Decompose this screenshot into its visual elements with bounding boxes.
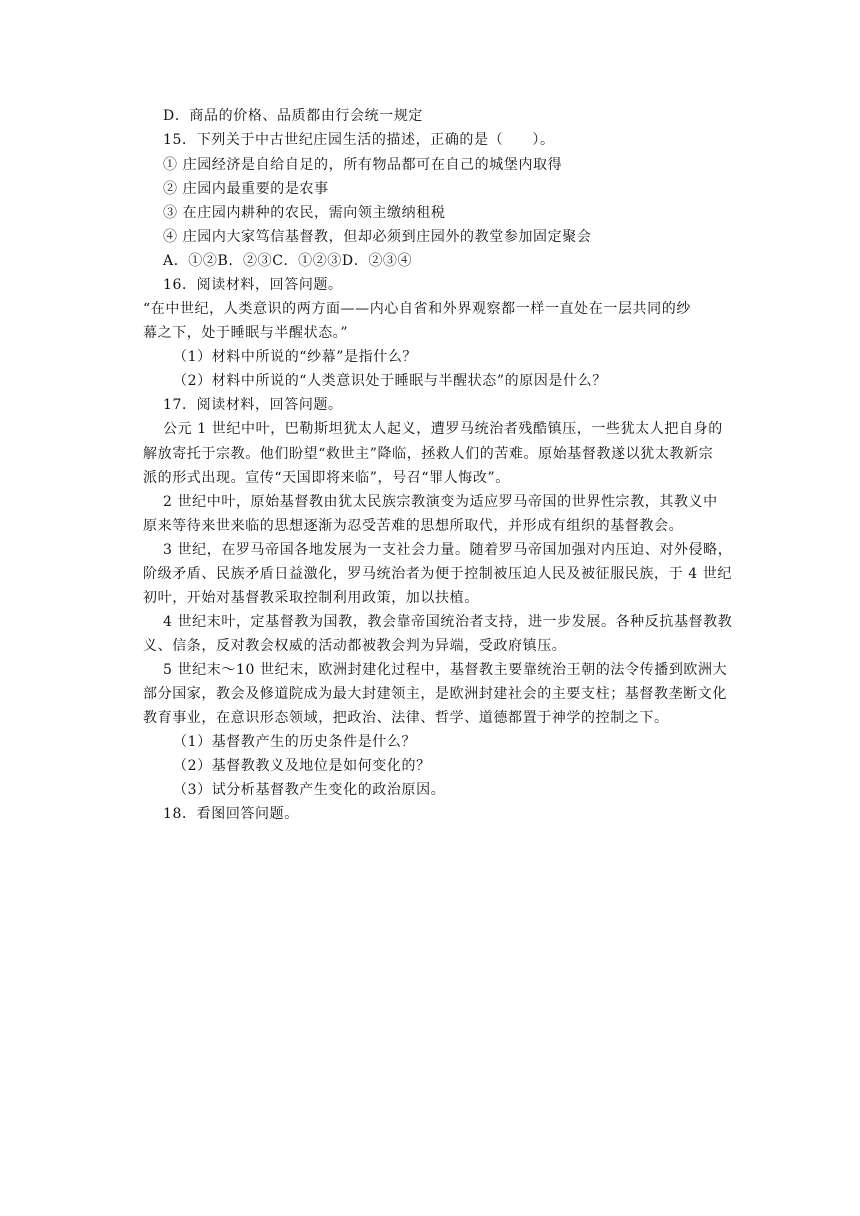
material-paragraph: 阶级矛盾、民族矛盾日益激化，罗马统治者为便于控制被压迫人民及被征服民族，于 4 世纪 [143,566,733,582]
option-d: D．商品的价格、品质都由行会统一规定 [163,108,424,124]
material-paragraph: 部分国家，教会及修道院成为最大封建领主，是欧洲封建社会的主要支柱；基督教垄断文化 [143,686,727,702]
quote-line: “在中世纪，人类意识的两方面——内心自省和外界观察都一样一直处在一层共同的纱 [143,301,691,317]
material-paragraph: 教育事业，在意识形态领域，把政治、法律、哲学、道德都置于神学的控制之下。 [143,710,669,726]
material-paragraph: 原来等待来世来临的思想逐渐为忍受苦难的思想所取代，并形成有组织的基督教会。 [143,518,684,534]
question-16: 16．阅读材料，回答问题。 [163,277,343,293]
material-paragraph: 2 世纪中叶，原始基督教由犹太民族宗教演变为适应罗马帝国的世界性宗教，其教义中 [163,494,718,510]
answer-options: A．①②B．②③C．①②③D．②③④ [163,253,413,269]
sub-question: （1）基督教产生的历史条件是什么？ [173,734,417,750]
material-paragraph: 解放寄托于宗教。他们盼望“救世主”降临，拯救人们的苦难。原始基督教遂以犹太教新宗 [143,446,714,462]
statement-4: ④ 庄园内大家笃信基督教，但却必须到庄园外的教堂参加固定聚会 [163,229,592,245]
statement-1: ① 庄园经济是自给自足的，所有物品都可在自己的城堡内取得 [163,157,563,173]
material-paragraph: 5 世纪末～10 世纪末，欧洲封建化过程中，基督教主要靠统治王朝的法令传播到欧洲大 [163,662,728,678]
quote-line: 幕之下，处于睡眠与半醒状态。” [143,325,349,341]
material-paragraph: 初叶，开始对基督教采取控制利用政策，加以扶植。 [143,590,479,606]
material-paragraph: 义、信条，反对教会权威的活动都被教会判为异端，受政府镇压。 [143,638,567,654]
sub-question: （1）材料中所说的“纱幕”是指什么？ [173,349,418,365]
sub-question: （2）基督教教义及地位是如何变化的？ [173,758,431,774]
material-paragraph: 公元 1 世纪中叶，巴勒斯坦犹太人起义，遭罗马统治者残酷镇压，一些犹太人把自身的 [163,421,723,437]
material-paragraph: 3 世纪，在罗马帝国各地发展为一支社会力量。随着罗马帝国加强对内压迫、对外侵略， [163,542,733,558]
question-17: 17．阅读材料，回答问题。 [163,397,343,413]
material-paragraph: 派的形式出现。宣传“天国即将来临”，号召“罪人悔改”。 [143,470,510,486]
statement-2: ② 庄园内最重要的是农事 [163,181,329,197]
sub-question: （2）材料中所说的“人类意识处于睡眠与半醒状态”的原因是什么？ [173,373,607,389]
question-18: 18．看图回答问题。 [163,806,299,822]
material-paragraph: 4 世纪末叶，定基督教为国教，教会靠帝国统治者支持，进一步发展。各种反抗基督教教 [163,614,733,630]
question-15: 15．下列关于中古世纪庄园生活的描述，正确的是（ ）。 [163,132,555,148]
statement-3: ③ 在庄园内耕种的农民，需向领主缴纳租税 [163,205,446,221]
sub-question: （3）试分析基督教产生变化的政治原因。 [173,782,446,798]
